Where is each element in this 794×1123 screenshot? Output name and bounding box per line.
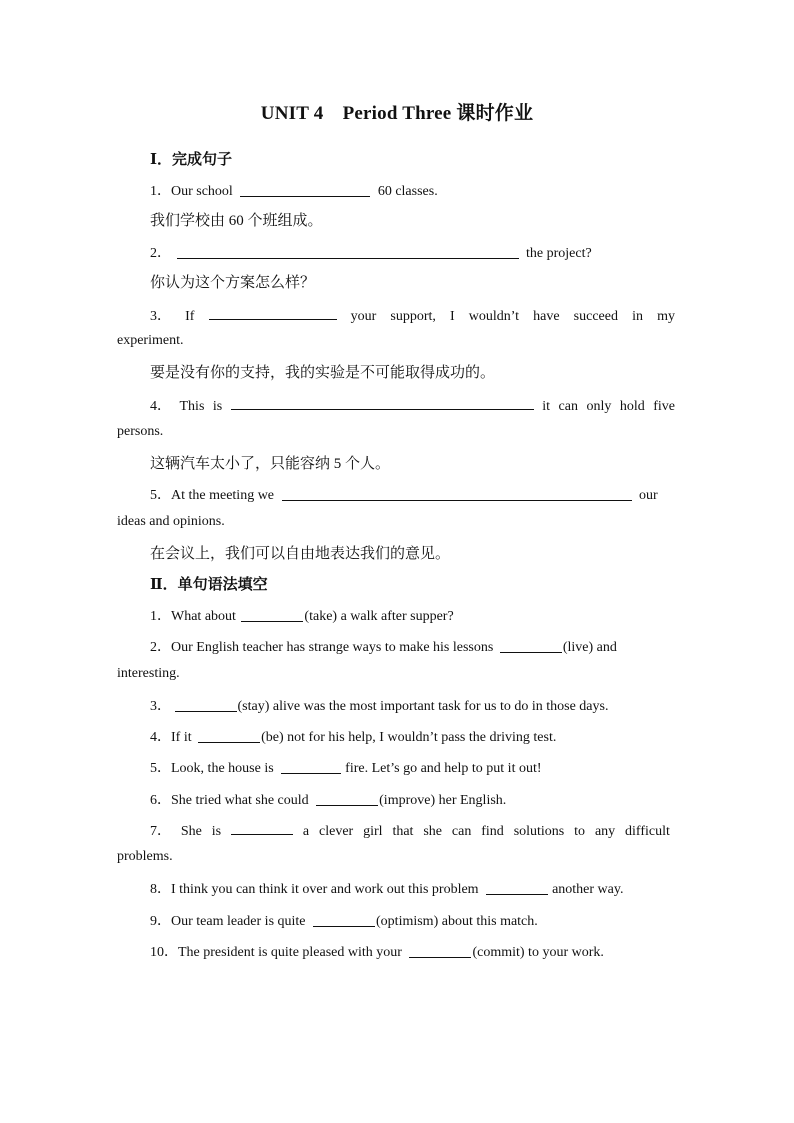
question-word: She bbox=[180, 824, 202, 839]
chinese-translation: 在会议上，我们可以自由地表达我们的意见。 bbox=[150, 546, 451, 562]
question-number: 2． bbox=[150, 246, 171, 261]
question-text: (improve) her English. bbox=[379, 793, 507, 808]
question-continuation: interesting. bbox=[117, 666, 180, 681]
question-word: to bbox=[574, 824, 586, 839]
answer-blank[interactable] bbox=[209, 305, 337, 320]
question-1-2 bbox=[150, 242, 592, 262]
question-number: 7． bbox=[150, 824, 171, 839]
question-word: can bbox=[451, 824, 472, 839]
question-text: (stay) alive was the most important task for us to do in those days. bbox=[237, 699, 609, 714]
question-number: 6． bbox=[150, 793, 171, 808]
question-word: she bbox=[423, 824, 443, 839]
question-word: clever bbox=[319, 824, 354, 839]
answer-blank[interactable] bbox=[486, 880, 548, 895]
question-number: 5． bbox=[150, 488, 171, 503]
question-1-4 bbox=[150, 395, 675, 415]
question-2-4 bbox=[150, 726, 556, 746]
question-word: in bbox=[632, 309, 643, 324]
question-1-5 bbox=[150, 484, 658, 504]
question-2-8 bbox=[150, 878, 623, 898]
chinese-translation: 我们学校由 60 个班组成。 bbox=[150, 213, 323, 229]
answer-blank[interactable] bbox=[313, 912, 375, 927]
question-2-3 bbox=[150, 695, 608, 715]
question-text: Our team leader is quite bbox=[171, 914, 306, 929]
question-text: She tried what she could bbox=[171, 793, 309, 808]
question-text: fire. Let’s go and help to put it out! bbox=[345, 761, 542, 776]
question-number: 10． bbox=[150, 945, 178, 960]
question-number: 8． bbox=[150, 882, 171, 897]
question-2-2 bbox=[150, 636, 617, 656]
question-word: This bbox=[179, 399, 205, 414]
question-number: 3． bbox=[150, 309, 171, 324]
question-1-3 bbox=[150, 305, 675, 325]
question-word: wouldn’t bbox=[468, 309, 520, 324]
question-word: I bbox=[449, 309, 455, 324]
page-title: UNIT 4 Period Three 课时作业 bbox=[260, 103, 534, 124]
question-word: only bbox=[586, 399, 612, 414]
answer-blank[interactable] bbox=[282, 486, 632, 501]
question-number: 2． bbox=[150, 640, 171, 655]
question-number: 3． bbox=[150, 699, 171, 714]
question-word: support, bbox=[390, 309, 436, 324]
question-number: 1． bbox=[150, 609, 171, 624]
question-text: At the meeting we bbox=[171, 488, 275, 503]
question-word: have bbox=[533, 309, 560, 324]
question-word: hold bbox=[619, 399, 645, 414]
question-2-5 bbox=[150, 757, 542, 777]
question-word: a bbox=[302, 824, 310, 839]
question-text: What about bbox=[171, 609, 236, 624]
question-2-6 bbox=[150, 789, 506, 809]
answer-blank[interactable] bbox=[500, 638, 562, 653]
question-continuation: problems. bbox=[117, 849, 173, 864]
question-word: is bbox=[212, 399, 223, 414]
question-2-7 bbox=[150, 820, 670, 840]
answer-blank[interactable] bbox=[241, 607, 303, 622]
question-text: 60 classes. bbox=[377, 184, 438, 199]
question-1-1 bbox=[150, 180, 438, 200]
question-number: 9． bbox=[150, 914, 171, 929]
question-text: Look, the house is bbox=[171, 761, 274, 776]
question-word: that bbox=[392, 824, 414, 839]
question-word: can bbox=[558, 399, 578, 414]
answer-blank[interactable] bbox=[281, 759, 341, 774]
question-word: difficult bbox=[625, 824, 670, 839]
chinese-translation: 要是没有你的支持，我的实验是不可能取得成功的。 bbox=[150, 365, 496, 381]
question-text: Our school bbox=[171, 184, 233, 199]
answer-blank[interactable] bbox=[316, 791, 378, 806]
question-continuation: persons. bbox=[117, 424, 164, 439]
section-heading-2: Ⅱ．单句语法填空 bbox=[150, 577, 268, 593]
question-word: girl bbox=[363, 824, 383, 839]
answer-blank[interactable] bbox=[177, 244, 519, 259]
chinese-translation: 这辆汽车太小了，只能容纳 5 个人。 bbox=[150, 456, 391, 472]
answer-blank[interactable] bbox=[231, 395, 534, 410]
question-text: (optimism) about this match. bbox=[376, 914, 538, 929]
question-continuation: ideas and opinions. bbox=[117, 514, 225, 529]
answer-blank[interactable] bbox=[198, 728, 260, 743]
question-text: If it bbox=[171, 730, 192, 745]
question-text: I think you can think it over and work out this problem bbox=[171, 882, 479, 897]
question-number: 1． bbox=[150, 184, 171, 199]
question-text: our bbox=[639, 488, 658, 503]
question-text: (live) and bbox=[562, 640, 617, 655]
question-2-1 bbox=[150, 605, 454, 625]
answer-blank[interactable] bbox=[175, 697, 237, 712]
question-word: any bbox=[594, 824, 616, 839]
question-text: (take) a walk after supper? bbox=[304, 609, 454, 624]
question-number: 4． bbox=[150, 399, 171, 414]
answer-blank[interactable] bbox=[240, 182, 370, 197]
question-word: it bbox=[542, 399, 551, 414]
answer-blank[interactable] bbox=[231, 820, 293, 835]
question-word: If bbox=[185, 309, 195, 324]
question-text: The president is quite pleased with your bbox=[178, 945, 402, 960]
question-word: solutions bbox=[513, 824, 565, 839]
answer-blank[interactable] bbox=[409, 943, 471, 958]
question-text: another way. bbox=[552, 882, 624, 897]
question-text: (commit) to your work. bbox=[472, 945, 604, 960]
question-text: (be) not for his help, I wouldn’t pass the driving test. bbox=[261, 730, 557, 745]
question-number: 4． bbox=[150, 730, 171, 745]
question-word: my bbox=[657, 309, 675, 324]
question-word: is bbox=[211, 824, 222, 839]
question-word: succeed bbox=[573, 309, 618, 324]
question-2-9 bbox=[150, 910, 538, 930]
question-text: Our English teacher has strange ways to make his lessons bbox=[171, 640, 494, 655]
question-2-10 bbox=[150, 941, 604, 961]
question-number: 5． bbox=[150, 761, 171, 776]
question-continuation: experiment. bbox=[117, 333, 184, 348]
section-heading-1: Ⅰ．完成句子 bbox=[150, 152, 233, 168]
chinese-translation: 你认为这个方案怎么样？ bbox=[150, 275, 316, 291]
question-text: the project? bbox=[526, 246, 592, 261]
question-word: your bbox=[350, 309, 377, 324]
question-word: five bbox=[653, 399, 675, 414]
question-word: find bbox=[481, 824, 504, 839]
